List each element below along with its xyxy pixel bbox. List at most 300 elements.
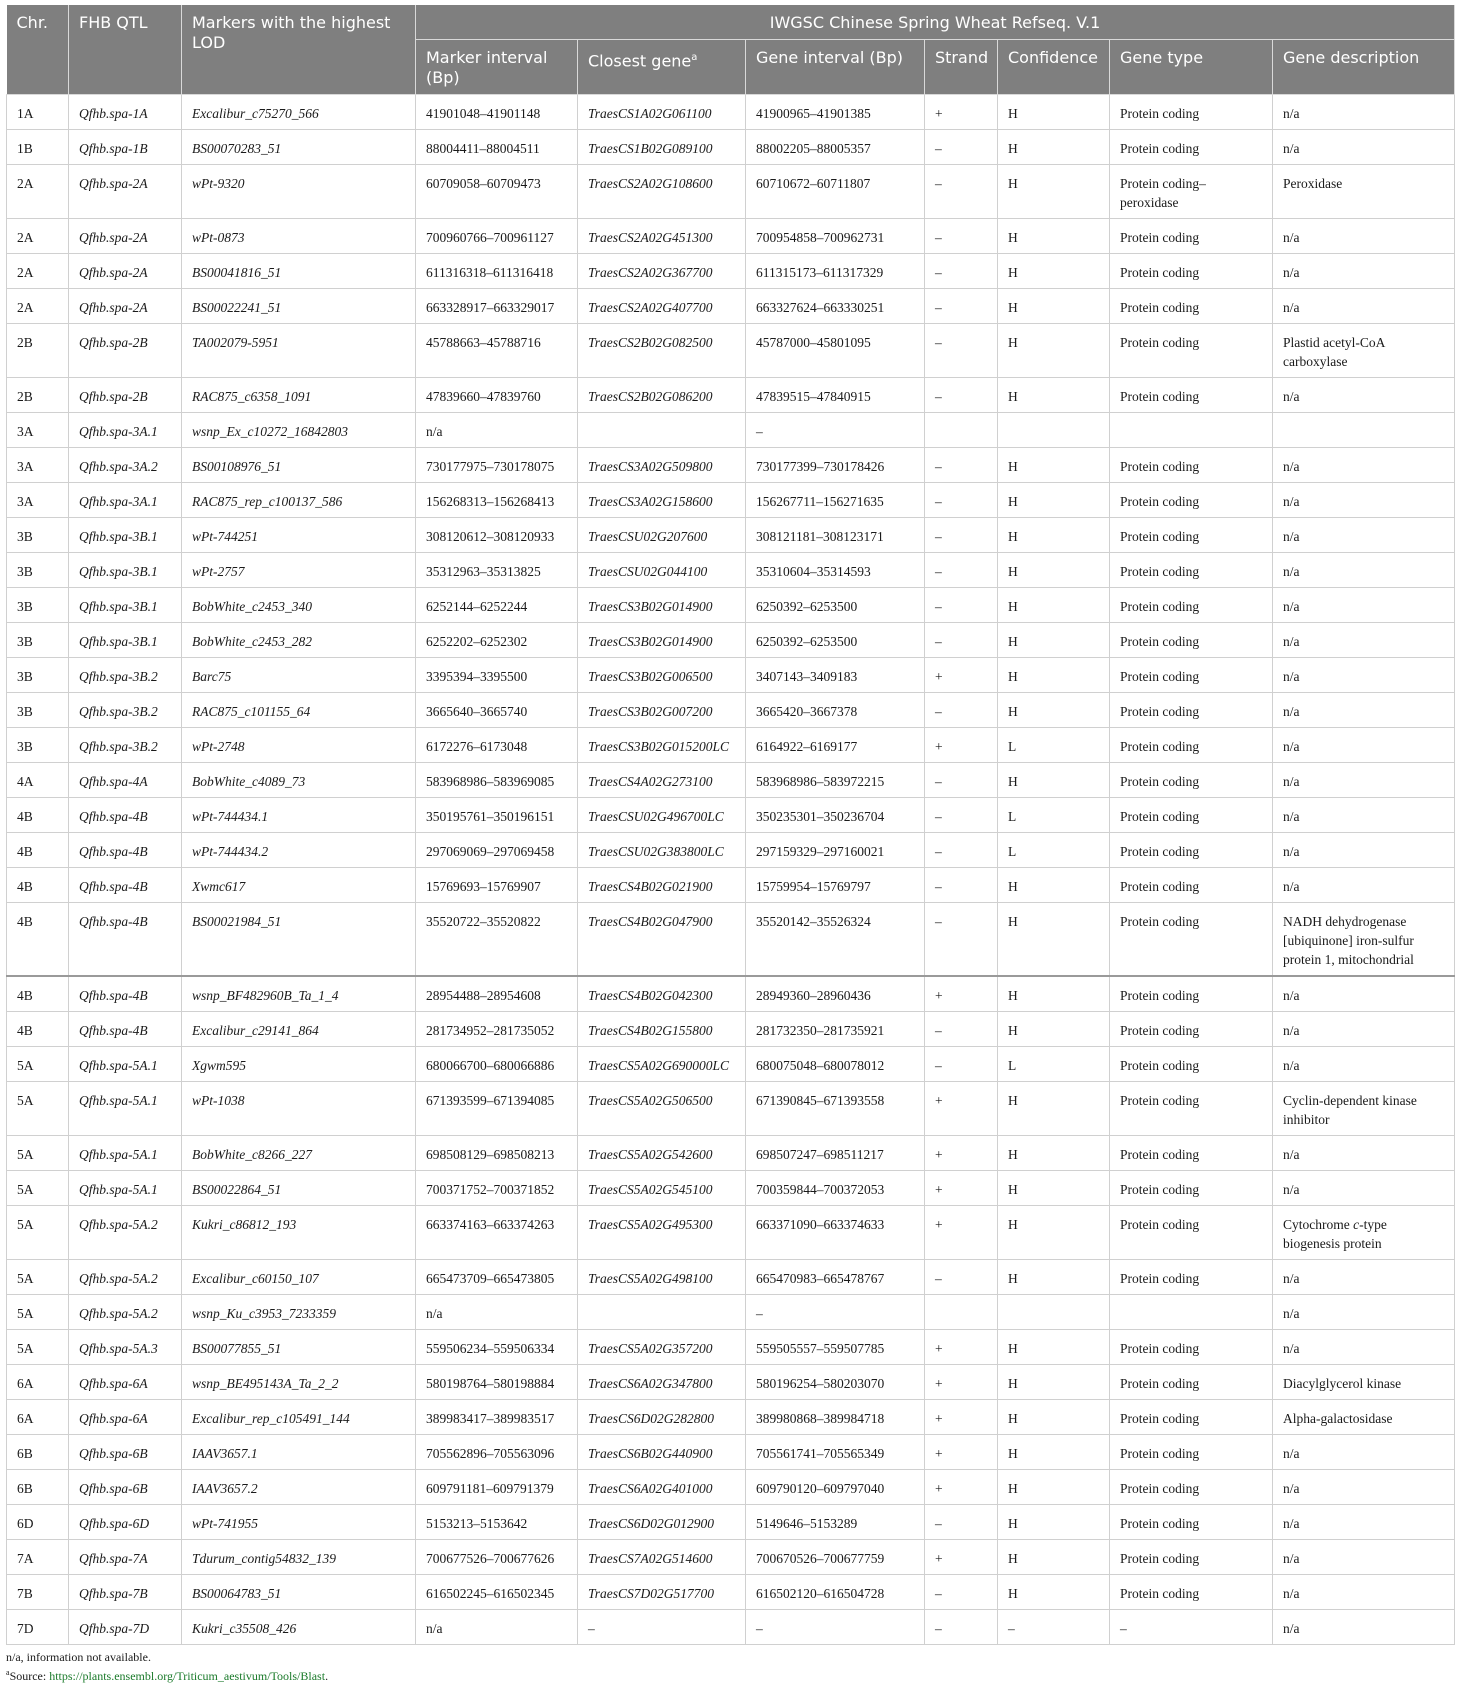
table-row bbox=[7, 1575, 1455, 1610]
table-row bbox=[7, 289, 1455, 324]
cell-gene-description: n/a bbox=[1273, 868, 1455, 903]
cell-marker-interval: 698508129–698508213 bbox=[416, 1136, 578, 1171]
cell-strand: – bbox=[925, 1012, 998, 1047]
cell-fhb-qtl: Qfhb.spa-5A.2 bbox=[69, 1206, 182, 1260]
cell-marker: wsnp_BF482960B_Ta_1_4 bbox=[182, 976, 416, 1012]
cell-strand: – bbox=[925, 1505, 998, 1540]
cell-gene-description: n/a bbox=[1273, 1435, 1455, 1470]
cell-gene-description: n/a bbox=[1273, 378, 1455, 413]
cell-gene-type: Protein coding bbox=[1110, 1171, 1273, 1206]
cell-marker-interval: 671393599–671394085 bbox=[416, 1082, 578, 1136]
cell-closest-gene: TraesCS3A02G158600 bbox=[578, 483, 746, 518]
table-row bbox=[7, 553, 1455, 588]
cell-confidence: H bbox=[998, 1540, 1110, 1575]
cell-fhb-qtl: Qfhb.spa-5A.2 bbox=[69, 1295, 182, 1330]
cell-marker-interval: 88004411–88004511 bbox=[416, 130, 578, 165]
table-row bbox=[7, 378, 1455, 413]
cell-closest-gene: TraesCS1B02G089100 bbox=[578, 130, 746, 165]
cell-chr: 5A bbox=[7, 1047, 69, 1082]
cell-gene-type: Protein coding bbox=[1110, 1540, 1273, 1575]
cell-gene-interval: 698507247–698511217 bbox=[746, 1136, 925, 1171]
table-row bbox=[7, 254, 1455, 289]
cell-marker: BobWhite_c4089_73 bbox=[182, 763, 416, 798]
cell-confidence: H bbox=[998, 1012, 1110, 1047]
table-row bbox=[7, 448, 1455, 483]
cell-confidence bbox=[998, 1295, 1110, 1330]
cell-chr: 6A bbox=[7, 1400, 69, 1435]
cell-marker-interval: 35520722–35520822 bbox=[416, 903, 578, 977]
qtl-gene-table bbox=[6, 5, 1455, 1645]
cell-chr: 7B bbox=[7, 1575, 69, 1610]
table-row bbox=[7, 1136, 1455, 1171]
cell-gene-interval: 3407143–3409183 bbox=[746, 658, 925, 693]
cell-gene-interval: 6250392–6253500 bbox=[746, 588, 925, 623]
cell-confidence: H bbox=[998, 219, 1110, 254]
cell-marker-interval: 41901048–41901148 bbox=[416, 95, 578, 130]
cell-confidence: H bbox=[998, 448, 1110, 483]
cell-fhb-qtl: Qfhb.spa-6A bbox=[69, 1400, 182, 1435]
table-row bbox=[7, 95, 1455, 130]
cell-marker: Barc75 bbox=[182, 658, 416, 693]
cell-strand: – bbox=[925, 1047, 998, 1082]
cell-gene-description: n/a bbox=[1273, 1575, 1455, 1610]
cell-marker-interval: 47839660–47839760 bbox=[416, 378, 578, 413]
cell-closest-gene: TraesCS5A02G357200 bbox=[578, 1330, 746, 1365]
cell-fhb-qtl: Qfhb.spa-3B.1 bbox=[69, 588, 182, 623]
table-row bbox=[7, 1047, 1455, 1082]
cell-strand: + bbox=[925, 1540, 998, 1575]
cell-fhb-qtl: Qfhb.spa-2A bbox=[69, 289, 182, 324]
cell-gene-interval: 616502120–616504728 bbox=[746, 1575, 925, 1610]
cell-gene-interval: 35310604–35314593 bbox=[746, 553, 925, 588]
cell-fhb-qtl: Qfhb.spa-6A bbox=[69, 1365, 182, 1400]
cell-marker: IAAV3657.2 bbox=[182, 1470, 416, 1505]
cell-gene-type: Protein coding bbox=[1110, 763, 1273, 798]
cell-marker: BS00077855_51 bbox=[182, 1330, 416, 1365]
header-closest-gene-footnote-mark: a bbox=[691, 52, 698, 63]
cell-chr: 2B bbox=[7, 378, 69, 413]
cell-strand: – bbox=[925, 1575, 998, 1610]
cell-marker-interval: 5153213–5153642 bbox=[416, 1505, 578, 1540]
cell-fhb-qtl: Qfhb.spa-2B bbox=[69, 378, 182, 413]
cell-gene-type: Protein coding bbox=[1110, 1470, 1273, 1505]
cell-confidence: H bbox=[998, 483, 1110, 518]
cell-gene-interval: 15759954–15769797 bbox=[746, 868, 925, 903]
cell-gene-interval: 47839515–47840915 bbox=[746, 378, 925, 413]
cell-strand: + bbox=[925, 1435, 998, 1470]
cell-fhb-qtl: Qfhb.spa-6B bbox=[69, 1470, 182, 1505]
cell-fhb-qtl: Qfhb.spa-4B bbox=[69, 903, 182, 977]
cell-chr: 5A bbox=[7, 1136, 69, 1171]
cell-chr: 4B bbox=[7, 903, 69, 977]
cell-marker-interval: n/a bbox=[416, 1295, 578, 1330]
cell-confidence: H bbox=[998, 588, 1110, 623]
cell-marker: Excalibur_c60150_107 bbox=[182, 1260, 416, 1295]
cell-closest-gene: TraesCS7D02G517700 bbox=[578, 1575, 746, 1610]
cell-confidence: H bbox=[998, 254, 1110, 289]
cell-closest-gene: TraesCSU02G207600 bbox=[578, 518, 746, 553]
cell-gene-description: Cytochrome c-type biogenesis protein bbox=[1273, 1206, 1455, 1260]
cell-confidence: H bbox=[998, 658, 1110, 693]
cell-gene-interval: – bbox=[746, 1610, 925, 1645]
cell-gene-description: Alpha-galactosidase bbox=[1273, 1400, 1455, 1435]
cell-closest-gene: TraesCS5A02G545100 bbox=[578, 1171, 746, 1206]
table-row bbox=[7, 1171, 1455, 1206]
cell-strand: – bbox=[925, 553, 998, 588]
cell-closest-gene: TraesCS3A02G509800 bbox=[578, 448, 746, 483]
cell-confidence: H bbox=[998, 1575, 1110, 1610]
cell-marker-interval: n/a bbox=[416, 413, 578, 448]
cell-marker: Kukri_c86812_193 bbox=[182, 1206, 416, 1260]
cell-chr: 2A bbox=[7, 254, 69, 289]
cell-fhb-qtl: Qfhb.spa-2A bbox=[69, 165, 182, 219]
cell-strand: + bbox=[925, 1365, 998, 1400]
cell-marker: Tdurum_contig54832_139 bbox=[182, 1540, 416, 1575]
cell-gene-interval: 60710672–60711807 bbox=[746, 165, 925, 219]
table-row bbox=[7, 324, 1455, 378]
cell-gene-description: n/a bbox=[1273, 1295, 1455, 1330]
cell-closest-gene: TraesCS5A02G506500 bbox=[578, 1082, 746, 1136]
cell-gene-interval: 609790120–609797040 bbox=[746, 1470, 925, 1505]
table-row bbox=[7, 1470, 1455, 1505]
cell-gene-interval: 705561741–705565349 bbox=[746, 1435, 925, 1470]
cell-fhb-qtl: Qfhb.spa-4A bbox=[69, 763, 182, 798]
cell-confidence: L bbox=[998, 1047, 1110, 1082]
cell-marker: BS00108976_51 bbox=[182, 448, 416, 483]
cell-marker-interval: 15769693–15769907 bbox=[416, 868, 578, 903]
cell-chr: 7D bbox=[7, 1610, 69, 1645]
cell-fhb-qtl: Qfhb.spa-4B bbox=[69, 868, 182, 903]
cell-marker-interval: 6252202–6252302 bbox=[416, 623, 578, 658]
cell-closest-gene: TraesCS3B02G006500 bbox=[578, 658, 746, 693]
cell-closest-gene: TraesCS2A02G108600 bbox=[578, 165, 746, 219]
cell-gene-type: Protein coding bbox=[1110, 1435, 1273, 1470]
cell-gene-description: Peroxidase bbox=[1273, 165, 1455, 219]
cell-strand: – bbox=[925, 833, 998, 868]
cell-strand: + bbox=[925, 1330, 998, 1365]
cell-closest-gene: TraesCS5A02G498100 bbox=[578, 1260, 746, 1295]
cell-chr: 3B bbox=[7, 588, 69, 623]
cell-gene-description: n/a bbox=[1273, 693, 1455, 728]
cell-marker: BS00070283_51 bbox=[182, 130, 416, 165]
cell-marker: wPt-1038 bbox=[182, 1082, 416, 1136]
cell-gene-interval: 700359844–700372053 bbox=[746, 1171, 925, 1206]
cell-marker-interval: 705562896–705563096 bbox=[416, 1435, 578, 1470]
cell-chr: 4A bbox=[7, 763, 69, 798]
cell-gene-type: Protein coding bbox=[1110, 976, 1273, 1012]
cell-marker-interval: 35312963–35313825 bbox=[416, 553, 578, 588]
cell-marker: Xgwm595 bbox=[182, 1047, 416, 1082]
cell-marker: BS00022241_51 bbox=[182, 289, 416, 324]
cell-closest-gene: TraesCS6B02G440900 bbox=[578, 1435, 746, 1470]
cell-closest-gene: TraesCS2B02G082500 bbox=[578, 324, 746, 378]
cell-gene-description: n/a bbox=[1273, 95, 1455, 130]
header-marker: Markers with the highest LOD bbox=[182, 5, 416, 95]
cell-fhb-qtl: Qfhb.spa-6D bbox=[69, 1505, 182, 1540]
table-row bbox=[7, 903, 1455, 977]
cell-gene-type: Protein coding bbox=[1110, 219, 1273, 254]
cell-marker: Excalibur_rep_c105491_144 bbox=[182, 1400, 416, 1435]
cell-confidence: L bbox=[998, 728, 1110, 763]
table-row bbox=[7, 1540, 1455, 1575]
table-row bbox=[7, 588, 1455, 623]
cell-chr: 5A bbox=[7, 1330, 69, 1365]
cell-confidence: H bbox=[998, 1171, 1110, 1206]
cell-gene-type: Protein coding bbox=[1110, 95, 1273, 130]
cell-gene-type: Protein coding bbox=[1110, 1136, 1273, 1171]
cell-gene-interval: 583968986–583972215 bbox=[746, 763, 925, 798]
cell-gene-description: n/a bbox=[1273, 483, 1455, 518]
table-row bbox=[7, 165, 1455, 219]
cell-closest-gene: – bbox=[578, 1610, 746, 1645]
cell-gene-type: Protein coding bbox=[1110, 1505, 1273, 1540]
cell-gene-type: Protein coding bbox=[1110, 1082, 1273, 1136]
cell-closest-gene: TraesCS6D02G282800 bbox=[578, 1400, 746, 1435]
table-row bbox=[7, 763, 1455, 798]
cell-chr: 3B bbox=[7, 518, 69, 553]
cell-fhb-qtl: Qfhb.spa-3B.2 bbox=[69, 693, 182, 728]
cell-strand: + bbox=[925, 1400, 998, 1435]
cell-marker-interval: 297069069–297069458 bbox=[416, 833, 578, 868]
cell-marker: RAC875_rep_c100137_586 bbox=[182, 483, 416, 518]
cell-gene-interval: 6250392–6253500 bbox=[746, 623, 925, 658]
cell-gene-interval: 700670526–700677759 bbox=[746, 1540, 925, 1575]
cell-marker-interval: 609791181–609791379 bbox=[416, 1470, 578, 1505]
cell-confidence: H bbox=[998, 1206, 1110, 1260]
footnote-na: n/a, information not available. bbox=[6, 1650, 151, 1664]
cell-fhb-qtl: Qfhb.spa-4B bbox=[69, 976, 182, 1012]
cell-gene-type: Protein coding bbox=[1110, 324, 1273, 378]
cell-gene-type: Protein coding bbox=[1110, 728, 1273, 763]
cell-marker: RAC875_c101155_64 bbox=[182, 693, 416, 728]
cell-chr: 4B bbox=[7, 868, 69, 903]
cell-confidence: H bbox=[998, 324, 1110, 378]
cell-confidence: H bbox=[998, 1260, 1110, 1295]
cell-marker: BS00021984_51 bbox=[182, 903, 416, 977]
cell-gene-type: Protein coding bbox=[1110, 254, 1273, 289]
cell-strand: + bbox=[925, 1171, 998, 1206]
header-closest-gene-label: Closest gene bbox=[588, 51, 692, 71]
cell-marker-interval: 663328917–663329017 bbox=[416, 289, 578, 324]
cell-gene-interval: 700954858–700962731 bbox=[746, 219, 925, 254]
cell-closest-gene: TraesCS6A02G347800 bbox=[578, 1365, 746, 1400]
cell-marker: wPt-0873 bbox=[182, 219, 416, 254]
cell-closest-gene: TraesCS6D02G012900 bbox=[578, 1505, 746, 1540]
cell-gene-interval: 611315173–611317329 bbox=[746, 254, 925, 289]
cell-strand: – bbox=[925, 1610, 998, 1645]
cell-confidence: H bbox=[998, 130, 1110, 165]
cell-marker: wPt-744434.2 bbox=[182, 833, 416, 868]
cell-gene-type: Protein coding bbox=[1110, 623, 1273, 658]
cell-chr: 3A bbox=[7, 413, 69, 448]
cell-fhb-qtl: Qfhb.spa-3B.2 bbox=[69, 658, 182, 693]
cell-chr: 2B bbox=[7, 324, 69, 378]
cell-strand: – bbox=[925, 623, 998, 658]
cell-gene-type bbox=[1110, 1295, 1273, 1330]
cell-marker: BS00022864_51 bbox=[182, 1171, 416, 1206]
cell-marker-interval: 28954488–28954608 bbox=[416, 976, 578, 1012]
cell-gene-type: Protein coding bbox=[1110, 1365, 1273, 1400]
cell-marker: wPt-741955 bbox=[182, 1505, 416, 1540]
cell-closest-gene: TraesCS1A02G061100 bbox=[578, 95, 746, 130]
table-row bbox=[7, 833, 1455, 868]
cell-marker: wPt-2757 bbox=[182, 553, 416, 588]
cell-closest-gene: TraesCS5A02G690000LC bbox=[578, 1047, 746, 1082]
cell-confidence: H bbox=[998, 1330, 1110, 1365]
cell-gene-description: n/a bbox=[1273, 219, 1455, 254]
cell-gene-interval: 663371090–663374633 bbox=[746, 1206, 925, 1260]
cell-gene-type: Protein coding bbox=[1110, 1206, 1273, 1260]
cell-gene-description: n/a bbox=[1273, 254, 1455, 289]
cell-marker-interval: 665473709–665473805 bbox=[416, 1260, 578, 1295]
cell-marker-interval: 663374163–663374263 bbox=[416, 1206, 578, 1260]
cell-confidence: H bbox=[998, 1435, 1110, 1470]
table-row bbox=[7, 483, 1455, 518]
cell-confidence: H bbox=[998, 553, 1110, 588]
footnotes bbox=[6, 1649, 1454, 1684]
cell-gene-interval: – bbox=[746, 1295, 925, 1330]
cell-gene-description: n/a bbox=[1273, 1136, 1455, 1171]
cell-strand: – bbox=[925, 763, 998, 798]
cell-chr: 1B bbox=[7, 130, 69, 165]
cell-fhb-qtl: Qfhb.spa-4B bbox=[69, 833, 182, 868]
cell-fhb-qtl: Qfhb.spa-7B bbox=[69, 1575, 182, 1610]
table-row bbox=[7, 130, 1455, 165]
cell-confidence: H bbox=[998, 1505, 1110, 1540]
cell-gene-description: n/a bbox=[1273, 976, 1455, 1012]
cell-gene-type: Protein coding bbox=[1110, 798, 1273, 833]
cell-strand: + bbox=[925, 976, 998, 1012]
cell-marker-interval: 730177975–730178075 bbox=[416, 448, 578, 483]
cell-chr: 4B bbox=[7, 798, 69, 833]
cell-closest-gene: TraesCS5A02G542600 bbox=[578, 1136, 746, 1171]
cell-chr: 7A bbox=[7, 1540, 69, 1575]
cell-gene-description: n/a bbox=[1273, 1171, 1455, 1206]
table-row bbox=[7, 1330, 1455, 1365]
header-gene-description: Gene description bbox=[1273, 40, 1455, 95]
cell-closest-gene: TraesCS4B02G021900 bbox=[578, 868, 746, 903]
cell-fhb-qtl: Qfhb.spa-3B.1 bbox=[69, 518, 182, 553]
cell-chr: 3B bbox=[7, 623, 69, 658]
cell-marker-interval: 3395394–3395500 bbox=[416, 658, 578, 693]
table-row bbox=[7, 728, 1455, 763]
cell-fhb-qtl: Qfhb.spa-5A.1 bbox=[69, 1047, 182, 1082]
footnote-source-label: Source: bbox=[9, 1669, 50, 1683]
cell-closest-gene: TraesCS5A02G495300 bbox=[578, 1206, 746, 1260]
cell-marker: TA002079-5951 bbox=[182, 324, 416, 378]
cell-marker: Excalibur_c29141_864 bbox=[182, 1012, 416, 1047]
header-strand: Strand bbox=[925, 40, 998, 95]
cell-gene-type: Protein coding–peroxidase bbox=[1110, 165, 1273, 219]
table-row bbox=[7, 1610, 1455, 1645]
source-link[interactable]: https://plants.ensembl.org/Triticum_aestivum/Tools/Blast bbox=[49, 1669, 326, 1683]
table-row bbox=[7, 1365, 1455, 1400]
cell-closest-gene: TraesCSU02G496700LC bbox=[578, 798, 746, 833]
cell-marker: wPt-744434.1 bbox=[182, 798, 416, 833]
cell-gene-interval: 663327624–663330251 bbox=[746, 289, 925, 324]
cell-gene-interval: 350235301–350236704 bbox=[746, 798, 925, 833]
cell-chr: 6A bbox=[7, 1365, 69, 1400]
cell-closest-gene: TraesCS7A02G514600 bbox=[578, 1540, 746, 1575]
table-row bbox=[7, 1505, 1455, 1540]
cell-gene-description: n/a bbox=[1273, 130, 1455, 165]
cell-gene-type: – bbox=[1110, 1610, 1273, 1645]
table-body bbox=[7, 95, 1455, 1645]
cell-fhb-qtl: Qfhb.spa-2A bbox=[69, 254, 182, 289]
cell-gene-description: n/a bbox=[1273, 1505, 1455, 1540]
cell-gene-description: Diacylglycerol kinase bbox=[1273, 1365, 1455, 1400]
cell-gene-description: n/a bbox=[1273, 623, 1455, 658]
cell-strand: – bbox=[925, 1260, 998, 1295]
cell-confidence: H bbox=[998, 976, 1110, 1012]
cell-chr: 4B bbox=[7, 833, 69, 868]
cell-strand: – bbox=[925, 254, 998, 289]
cell-gene-type: Protein coding bbox=[1110, 1260, 1273, 1295]
cell-marker: BS00064783_51 bbox=[182, 1575, 416, 1610]
cell-gene-type: Protein coding bbox=[1110, 658, 1273, 693]
cell-closest-gene: TraesCS2A02G451300 bbox=[578, 219, 746, 254]
cell-marker-interval: 559506234–559506334 bbox=[416, 1330, 578, 1365]
cell-fhb-qtl: Qfhb.spa-2B bbox=[69, 324, 182, 378]
cell-fhb-qtl: Qfhb.spa-4B bbox=[69, 1012, 182, 1047]
cell-strand bbox=[925, 1295, 998, 1330]
cell-fhb-qtl: Qfhb.spa-5A.3 bbox=[69, 1330, 182, 1365]
cell-closest-gene: TraesCS4A02G273100 bbox=[578, 763, 746, 798]
cell-marker: Excalibur_c75270_566 bbox=[182, 95, 416, 130]
cell-strand: + bbox=[925, 728, 998, 763]
cell-gene-description: Cyclin-dependent kinase inhibitor bbox=[1273, 1082, 1455, 1136]
cell-gene-type: Protein coding bbox=[1110, 1012, 1273, 1047]
cell-fhb-qtl: Qfhb.spa-4B bbox=[69, 798, 182, 833]
cell-strand: – bbox=[925, 693, 998, 728]
cell-gene-interval: 3665420–3667378 bbox=[746, 693, 925, 728]
cell-confidence: H bbox=[998, 95, 1110, 130]
cell-gene-description: NADH dehydrogenase [ubiquinone] iron-sulfur protein 1, mitochondrial bbox=[1273, 903, 1455, 977]
cell-chr: 3B bbox=[7, 728, 69, 763]
cell-gene-type: Protein coding bbox=[1110, 378, 1273, 413]
cell-closest-gene: TraesCS2A02G407700 bbox=[578, 289, 746, 324]
cell-strand: – bbox=[925, 165, 998, 219]
cell-closest-gene: TraesCS4B02G047900 bbox=[578, 903, 746, 977]
table-row bbox=[7, 798, 1455, 833]
cell-marker-interval: 616502245–616502345 bbox=[416, 1575, 578, 1610]
cell-chr: 6B bbox=[7, 1470, 69, 1505]
cell-closest-gene: TraesCS3B02G014900 bbox=[578, 623, 746, 658]
cell-gene-interval: 730177399–730178426 bbox=[746, 448, 925, 483]
cell-gene-type: Protein coding bbox=[1110, 833, 1273, 868]
table-container bbox=[6, 5, 1454, 1684]
cell-closest-gene: TraesCS6A02G401000 bbox=[578, 1470, 746, 1505]
cell-strand: + bbox=[925, 1470, 998, 1505]
cell-fhb-qtl: Qfhb.spa-3B.1 bbox=[69, 623, 182, 658]
cell-confidence: H bbox=[998, 378, 1110, 413]
cell-strand: – bbox=[925, 378, 998, 413]
cell-fhb-qtl: Qfhb.spa-3A.1 bbox=[69, 413, 182, 448]
cell-closest-gene: TraesCS3B02G007200 bbox=[578, 693, 746, 728]
cell-gene-type: Protein coding bbox=[1110, 1400, 1273, 1435]
cell-marker: wPt-9320 bbox=[182, 165, 416, 219]
cell-fhb-qtl: Qfhb.spa-7A bbox=[69, 1540, 182, 1575]
cell-marker-interval: 3665640–3665740 bbox=[416, 693, 578, 728]
cell-strand: + bbox=[925, 95, 998, 130]
cell-marker-interval: 700371752–700371852 bbox=[416, 1171, 578, 1206]
cell-confidence: – bbox=[998, 1610, 1110, 1645]
cell-marker-interval: 6172276–6173048 bbox=[416, 728, 578, 763]
cell-marker-interval: 308120612–308120933 bbox=[416, 518, 578, 553]
cell-chr: 5A bbox=[7, 1082, 69, 1136]
cell-marker: wsnp_Ku_c3953_7233359 bbox=[182, 1295, 416, 1330]
cell-marker: wsnp_Ex_c10272_16842803 bbox=[182, 413, 416, 448]
